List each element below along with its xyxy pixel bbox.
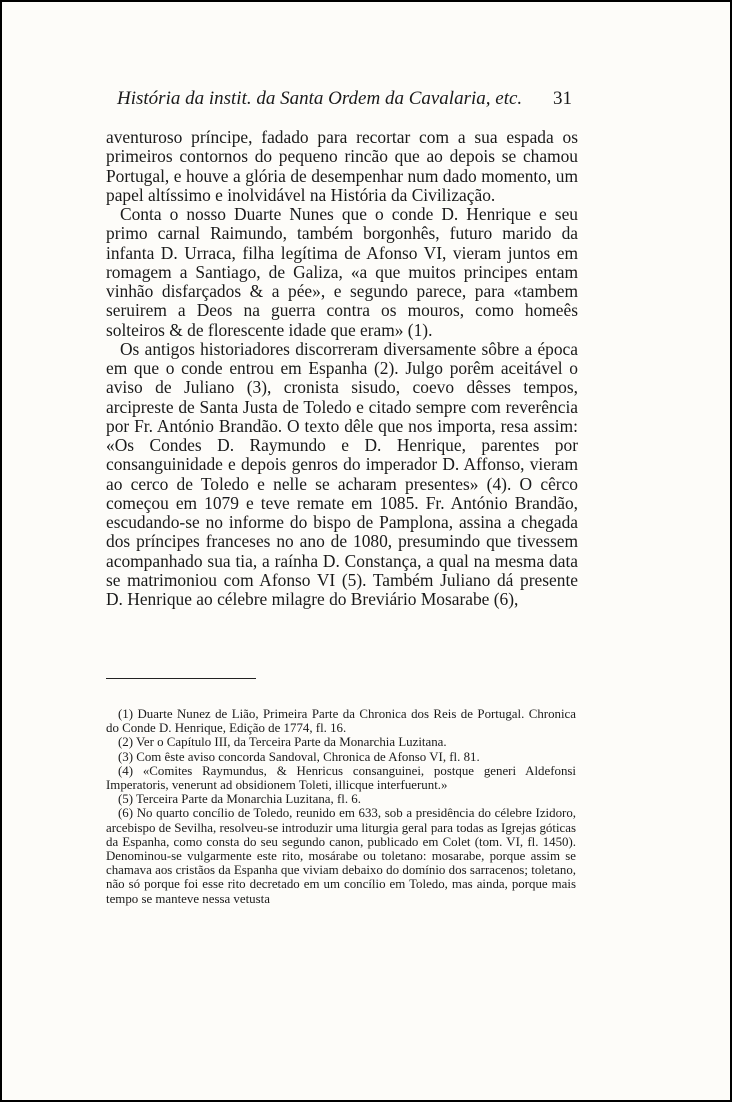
footnotes <box>106 707 576 906</box>
body-text <box>106 128 578 609</box>
body-paragraph: Os antigos historiadores discorreram diversamente sôbre a época em que o conde entrou em Espanha (2). Julgo porêm aceitável o aviso de Juliano (3), cronista sisudo, coevo dêsses tempos, arcipreste de Santa Justa de Toledo e citado sempre com reverência por Fr. António Brandão. O texto dêle que nos importa, resa assim: «Os Condes D. Raymundo e D. Henrique, parentes por consanguinidade e depois genros do imperador D. Affonso, vieram ao cerco de Toledo e nelle se acharam presentes» (4). O cêrco começou em 1079 e teve remate em 1085. Fr. António Brandão, escudando-se no informe do bispo de Pamplona, assina a chegada dos príncipes franceses no ano de 1080, presumindo que tivessem acompanhado sua tia, a raínha D. Constança, a qual na mesma data se matrimoniou com Afonso VI (5). Também Juliano dá presente D. Henrique ao célebre milagre do Breviário Mosarabe (6), <box>106 338 578 609</box>
body-paragraph: Conta o nosso Duarte Nunes que o conde D. Henrique e seu primo carnal Raimundo, também borgonhês, futuro marido da infanta D. Urraca, filha legítima de Afonso VI, vieram juntos em romagem a Santiago, de Galiza, «a que muitos principes entam vinhão disfarçados & a pée», e segundo parece, para «tambem seruirem a Deos na guerra contra os mouros, como homeês solteiros & de florescente idade que eram» (1). <box>106 204 578 340</box>
running-head <box>117 88 572 110</box>
footnote-separator <box>106 678 256 679</box>
footnote: (6) No quarto concílio de Toledo, reunido em 633, sob a presidência do célebre Izidoro, arcebispo de Sevilha, resolveu-se introduzir uma liturgia geral para todas as Igrejas góticas da Espanha, como consta do seu segundo canon, publicado em Colet (tom. VI, fl. 1450). Denominou-se vulgarmente este rito, mosárabe ou toletano: mosarabe, porque assim se chamava aos cristãos da Espanha que viviam debaixo do domínio dos sarracenos; toletano, não só porque foi esse rito decretado em um concílio em Toledo, mas ainda, porque mais tempo se manteve nessa vetusta <box>106 806 576 906</box>
footnote: (2) Ver o Capítulo III, da Terceira Parte da Monarchia Luzitana. <box>118 735 447 750</box>
footnote: (5) Terceira Parte da Monarchia Luzitana, fl. 6. <box>118 792 361 807</box>
page-number: 31 <box>553 88 572 109</box>
footnote: (4) «Comites Raymundus, & Henricus consanguinei, postque generi Aldefonsi Imperatoris, venerunt ad obsidionem Toleti, illicque interfuerunt.» <box>106 763 576 793</box>
footnote: (3) Com êste aviso concorda Sandoval, Chronica de Afonso VI, fl. 81. <box>118 749 480 764</box>
footnote: (1) Duarte Nunez de Lião, Primeira Parte da Chronica dos Reis de Portugal. Chronica do Conde D. Henrique, Edição de 1774, fl. 16. <box>106 707 576 736</box>
running-head-title: História da instit. da Santa Ordem da Cavalaria, etc. <box>117 88 523 109</box>
body-paragraph: aventuroso príncipe, fadado para recortar com a sua espada os primeiros contornos do pequeno rincão que ao depois se chamou Portugal, e houve a glória de desempenhar num dado momento, um papel altíssimo e inolvidável na História da Civilização. <box>106 127 578 205</box>
